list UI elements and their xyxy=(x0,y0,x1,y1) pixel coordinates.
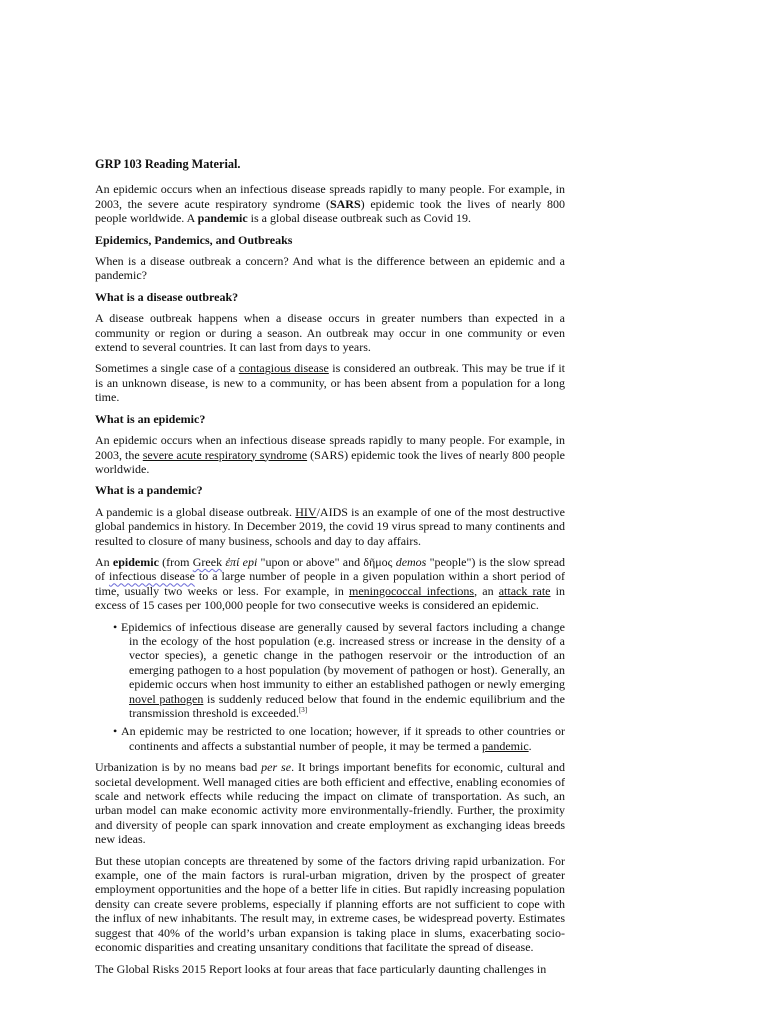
hiv-link[interactable]: HIV xyxy=(295,504,317,519)
text-run: "upon or above" and δῆμος xyxy=(257,554,396,569)
text-run: Urbanization is by no means bad xyxy=(95,760,262,775)
text-run: in excess of 15 cases per 100,000 people for two consecutive weeks is considered an epidemic. xyxy=(95,583,565,613)
text-run: . xyxy=(528,738,532,753)
bullet-icon: • xyxy=(113,724,118,739)
text-run: An epidemic may be restricted to one location; however, if it spreads to other countries or continents and affects a substantial number of people, it may be termed a xyxy=(121,724,565,753)
text-run: is a global disease outbreak such as Covid 19. xyxy=(247,211,471,226)
text-run: Epidemics of infectious disease are generally caused by several factors including a change in the ecology of the host population (e.g. increased stress or increase in the density of a vector species), a genetic change in the pathogen reservoir or the introduction of an emerging pathogen to a host population (by movement of pathogen or host). Generally, an epidemic occurs when host immunity to either an established pathogen or newly emerging xyxy=(121,619,565,692)
pandemic-bold: pandemic xyxy=(197,211,248,226)
text-run: is considered an outbreak. This may be true if it is an unknown disease, is new to a community, or has been absent from a population for a long time. xyxy=(95,361,565,405)
text-run: , an xyxy=(474,583,499,598)
document-title: GRP 103 Reading Material. xyxy=(95,157,241,171)
outbreak-paragraph-2 xyxy=(95,361,565,404)
greek-word-epi: ἐπί epi xyxy=(225,554,258,569)
text-run: (from xyxy=(158,554,193,569)
text-run: Sometimes a single case of a xyxy=(95,361,239,376)
per-se-italic: per se xyxy=(261,760,292,775)
text-run: An epidemic occurs when an infectious disease spreads rapidly to many people. For example, in 2003, the severe acute respiratory syndrome ( xyxy=(95,182,565,211)
heading-pandemic: What is a pandemic? xyxy=(95,483,203,498)
pandemic-link[interactable]: pandemic xyxy=(482,738,529,753)
definition-paragraph xyxy=(95,555,565,613)
infectious-disease-link[interactable]: infectious disease xyxy=(108,569,195,584)
list-item xyxy=(113,620,565,721)
greek-word-demos: demos xyxy=(395,554,427,569)
epidemic-bold: epidemic xyxy=(112,554,159,569)
greek-link[interactable]: Greek xyxy=(192,554,223,569)
bullet-list xyxy=(95,620,565,754)
meningococcal-link[interactable]: meningococcal infections xyxy=(348,583,475,598)
text-run: An xyxy=(95,554,113,569)
text-run: An epidemic occurs when an infectious disease spreads rapidly to many people. For example, in 2003, the xyxy=(95,433,565,462)
epidemic-paragraph xyxy=(95,433,565,476)
intro-paragraph xyxy=(95,182,565,225)
section-heading: Epidemics, Pandemics, and Outbreaks xyxy=(95,232,293,247)
text-run: /AIDS is an example of one of the most destructive global pandemics in history. In December 2019, the covid 19 virus spread to many continents and resulted to closure of many business, schools and day to day affairs. xyxy=(95,504,565,548)
attack-rate-link[interactable]: attack rate xyxy=(498,583,551,598)
urbanization-paragraph-1 xyxy=(95,760,565,846)
citation-link[interactable]: [3] xyxy=(298,706,308,714)
contagious-disease-link[interactable]: contagious disease xyxy=(238,361,329,376)
sars-link[interactable]: severe acute respiratory syndrome xyxy=(142,447,308,462)
question-paragraph: When is a disease outbreak a concern? And what is the difference between an epidemic and a pandemic? xyxy=(95,254,565,283)
text-run: is suddenly reduced below that found in the endemic equilibrium and the transmission threshold is exceeded. xyxy=(129,691,565,720)
urbanization-paragraph-2: But these utopian concepts are threatened by some of the factors driving rapid urbanization. For example, one of the main factors is rural-urban migration, driven by the prospect of greater employment opportunities and the hope of a better life in cities. But rapidly increasing population density can create severe problems, especially if planning efforts are not sufficient to cope with the influx of new inhabitants. The result may, in extreme cases, be widespread poverty. Estimates suggest that 40% of the world’s urban expansion is taking place in slums, exacerbating socio-economic disparities and creating unsanitary conditions that facilitate the spread of disease. xyxy=(95,853,565,955)
text-run: to a large number of people in a given population within a short period of time, usually two weeks or less. For example, in xyxy=(95,569,565,598)
global-risks-paragraph: The Global Risks 2015 Report looks at four areas that face particularly daunting challenges in xyxy=(95,961,547,976)
novel-pathogen-link[interactable]: novel pathogen xyxy=(129,691,204,706)
heading-epidemic: What is an epidemic? xyxy=(95,411,206,426)
outbreak-paragraph-1: A disease outbreak happens when a disease occurs in greater numbers than expected in a community or region or during a season. An outbreak may occur in one community or even extend to several countries. It can last from days to years. xyxy=(95,311,565,355)
bullet-icon: • xyxy=(113,619,118,634)
sars-bold: SARS xyxy=(329,196,361,211)
text-run: (SARS) epidemic took the lives of nearly 800 people worldwide. xyxy=(95,447,565,476)
list-item xyxy=(113,724,565,753)
text-run: . It brings important benefits for economic, cultural and societal development. Well managed cities are both efficient and effective, enabling economies of scale and network effects while reducing the impact on climate of transportation. As such, an urban model can make economic activity more environmentally-friendly. Further, the proximity and diversity of people can spark innovation and create employment as exchanging ideas breeds new ideas. xyxy=(95,760,565,847)
pandemic-paragraph xyxy=(95,505,565,548)
text-run: "people") is the slow spread of xyxy=(95,554,566,584)
text-run: ) epidemic took the lives of nearly 800 people worldwide. A xyxy=(95,196,565,226)
heading-outbreak: What is a disease outbreak? xyxy=(95,289,239,304)
text-run: A pandemic is a global disease outbreak. xyxy=(95,504,296,519)
